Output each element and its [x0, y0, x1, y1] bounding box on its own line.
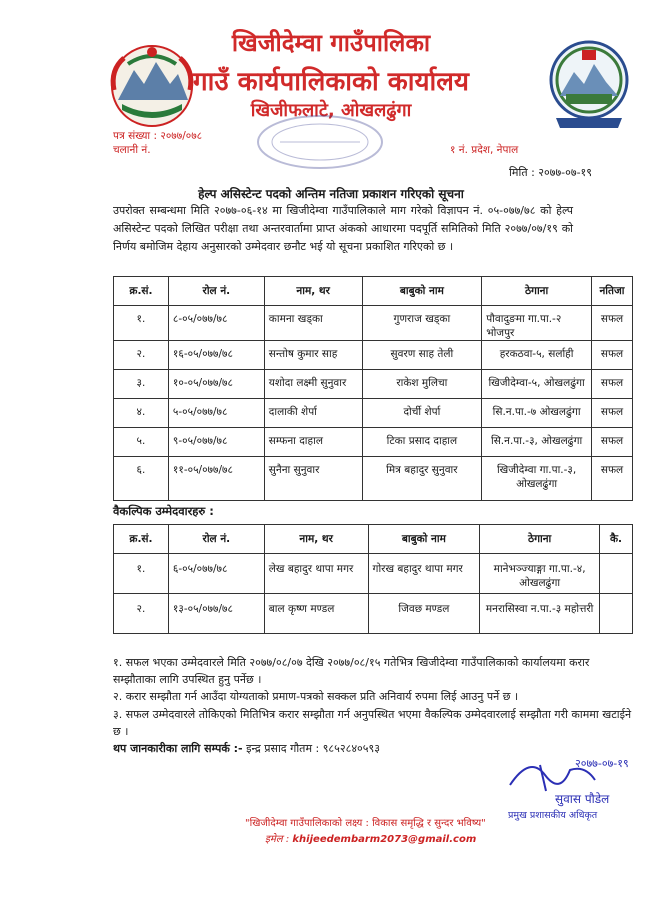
cell-name: दालाकी शेर्पा: [264, 399, 362, 428]
email-address[interactable]: khijeedembarm2073@gmail.com: [292, 834, 477, 845]
cell-father: राकेश मुलिचा: [362, 370, 482, 399]
cell-sn: १.: [114, 306, 169, 341]
note-3: ३. सफल उम्मेदवारले तोकिएको मितिभित्र करार सम्झौता गर्न अनुपस्थित भएमा वैकल्पिक उम्मेदवारलाई सम्झौता गरी काममा खटाईने छ ।: [113, 708, 632, 738]
cell-name: कामना खड्का: [264, 306, 362, 341]
cell-name: यशोदा लक्ष्मी सुनुवार: [264, 370, 362, 399]
cell-name: सुनैना सुनुवार: [264, 457, 362, 501]
col-header: रोल नं.: [168, 525, 264, 554]
cell-father: दोर्ची शेर्पा: [362, 399, 482, 428]
cell-sn: २.: [114, 594, 169, 634]
reference-number: पत्र संख्या : २०७७/०७८: [113, 130, 203, 142]
cell-roll: ९-०५/०७७/७८: [168, 428, 264, 457]
cell-father: जिवछ मण्डल: [368, 594, 480, 634]
signatory-role: प्रमुख प्रशासकीय अधिकृत: [508, 810, 598, 821]
table-header-row: [114, 525, 633, 554]
cell-sn: ४.: [114, 399, 169, 428]
cell-result: सफल: [592, 457, 633, 501]
cell-address: सि.न.पा.-३, ओखलढुंगा: [482, 428, 592, 457]
notice-paragraph: उपरोक्त सम्बन्धमा मिति २०७७-०६-१४ मा खिजीदेम्वा गाउँपालिकाले माग गरेको विज्ञापन नं. ०५-०७७/७८ को हेल्प असिस्टेन्ट पदको लिखित परीक्षा तथा अन्तरवार्तामा प्राप्त अंकको आधारमा पदपूर्ति समितिको मिति २०७७/०७/१९ को निर्णय बमोजिम देहाय अनुसारको उम्मेदवार छनौट भई यो सूचना प्रकाशित गरिएको छ ।: [113, 204, 573, 253]
cell-roll: ६-०५/०७७/७८: [168, 554, 264, 594]
cell-result: सफल: [592, 306, 633, 341]
cell-father: गोरख बहादुर थापा मगर: [368, 554, 480, 594]
cell-name: बाल कृष्ण मण्डल: [264, 594, 368, 634]
col-header: बाबुको नाम: [368, 525, 480, 554]
table-row: [114, 457, 633, 501]
cell-sn: २.: [114, 341, 169, 370]
email-label: इमेल :: [265, 834, 290, 845]
col-header: क्र.सं.: [114, 525, 169, 554]
contact-label: थप जानकारीका लागि सम्पर्क :-: [113, 742, 243, 755]
col-header: क्र.सं.: [114, 277, 169, 306]
notice-title: हेल्प असिस्टेन्ट पदको अन्तिम नतिजा प्रकाशन गरिएको सूचना: [198, 187, 464, 201]
cell-address: खिजीदेम्वा-५, ओखलढुंगा: [482, 370, 592, 399]
municipality-name: खिजीदेम्वा गाउँपालिका: [231, 29, 431, 57]
col-header: ठेगाना: [482, 277, 592, 306]
cell-sn: ३.: [114, 370, 169, 399]
cell-result: सफल: [592, 341, 633, 370]
cell-remarks: [600, 594, 633, 634]
table-row: [114, 399, 633, 428]
notice-date: मिति : २०७७-०७-१९: [509, 166, 592, 179]
office-name: गाउँ कार्यपालिकाको कार्यालय: [193, 67, 469, 97]
office-stamp: [250, 112, 390, 172]
results-table: [113, 276, 633, 501]
cell-sn: ६.: [114, 457, 169, 501]
col-header: नतिजा: [592, 277, 633, 306]
alternate-candidates-table: [113, 524, 633, 634]
cell-roll: १०-०५/०७७/७८: [168, 370, 264, 399]
cell-father: गुणराज खड्का: [362, 306, 482, 341]
alternate-candidates-heading: वैकल्पिक उम्मेदवारहरु :: [113, 504, 214, 518]
cell-address: मनरासिस्वा न.पा.-३ महोत्तरी: [480, 594, 600, 634]
contact-value: इन्द्र प्रसाद गौतम : ९८५२८४०५९३: [246, 742, 380, 755]
cell-address: खिजीदेम्वा गा.पा.-३, ओखलढुंगा: [482, 457, 592, 501]
col-header: कै.: [600, 525, 633, 554]
table-row: [114, 594, 633, 634]
col-header: रोल नं.: [168, 277, 264, 306]
signature-date: २०७७-०७-१९: [575, 757, 629, 770]
col-header: बाबुको नाम: [362, 277, 482, 306]
table-header-row: [114, 277, 633, 306]
col-header: ठेगाना: [480, 525, 600, 554]
col-header: नाम, थर: [264, 277, 362, 306]
contact-line: [113, 741, 380, 756]
col-header: नाम, थर: [264, 525, 368, 554]
office-location: खिजीफलाटे, ओखलढुंगा: [250, 100, 412, 121]
footer-slogan: "खिजीदेम्वा गाउँपालिकाको लक्ष्य : विकास समृद्धि र सुन्दर भविष्य": [245, 818, 486, 829]
cell-roll: ८-०५/०७७/७८: [168, 306, 264, 341]
cell-father: सुवरण साह तेली: [362, 341, 482, 370]
table-row: [114, 341, 633, 370]
table-row: [114, 554, 633, 594]
cell-result: सफल: [592, 428, 633, 457]
cell-roll: ५-०५/०७७/७८: [168, 399, 264, 428]
cell-father: मित्र बहादुर सुनुवार: [362, 457, 482, 501]
cell-remarks: [600, 554, 633, 594]
note-1: १. सफल भएका उम्मेदवारले मिति २०७७/०८/०७ देखि २०७७/०८/१५ गतेभित्र खिजीदेम्वा गाउँपालिकाको कार्यालयमा करार सम्झौताका लागि उपस्थित हुनु पर्नेछ ।: [113, 656, 590, 686]
signatory-name: सुवास पौडेल: [555, 792, 610, 806]
cell-address: पौवादुङमा गा.पा.-२ भोजपुर: [482, 306, 592, 341]
cell-roll: ११-०५/०७७/७८: [168, 457, 264, 501]
cell-address: हरकठवा-५, सर्लाही: [482, 341, 592, 370]
cell-father: टिका प्रसाद दाहाल: [362, 428, 482, 457]
table-row: [114, 306, 633, 341]
cell-sn: ५.: [114, 428, 169, 457]
province-label: १ नं. प्रदेश, नेपाल: [450, 144, 519, 156]
note-2: २. करार सम्झौता गर्न आउँदा योग्यताको प्रमाण-पत्रको सक्कल प्रति अनिवार्य रुपमा लिई आउनु पर्ने छ ।: [113, 690, 519, 703]
cell-address: मानेभञ्ज्याङ्गा गा.पा.-४, ओखलढुंगा: [480, 554, 600, 594]
footer-email: [265, 831, 476, 845]
cell-result: सफल: [592, 370, 633, 399]
cell-result: सफल: [592, 399, 633, 428]
table-row: [114, 370, 633, 399]
cell-name: लेख बहादुर थापा मगर: [264, 554, 368, 594]
cell-name: सम्फना दाहाल: [264, 428, 362, 457]
cell-roll: १३-०५/०७७/७८: [168, 594, 264, 634]
cell-name: सन्तोष कुमार साह: [264, 341, 362, 370]
dispatch-number: चलानी नं.: [113, 144, 151, 156]
table-row: [114, 428, 633, 457]
cell-address: सि.न.पा.-७ ओखलढुंगा: [482, 399, 592, 428]
cell-sn: १.: [114, 554, 169, 594]
cell-roll: १६-०५/०७७/७८: [168, 341, 264, 370]
